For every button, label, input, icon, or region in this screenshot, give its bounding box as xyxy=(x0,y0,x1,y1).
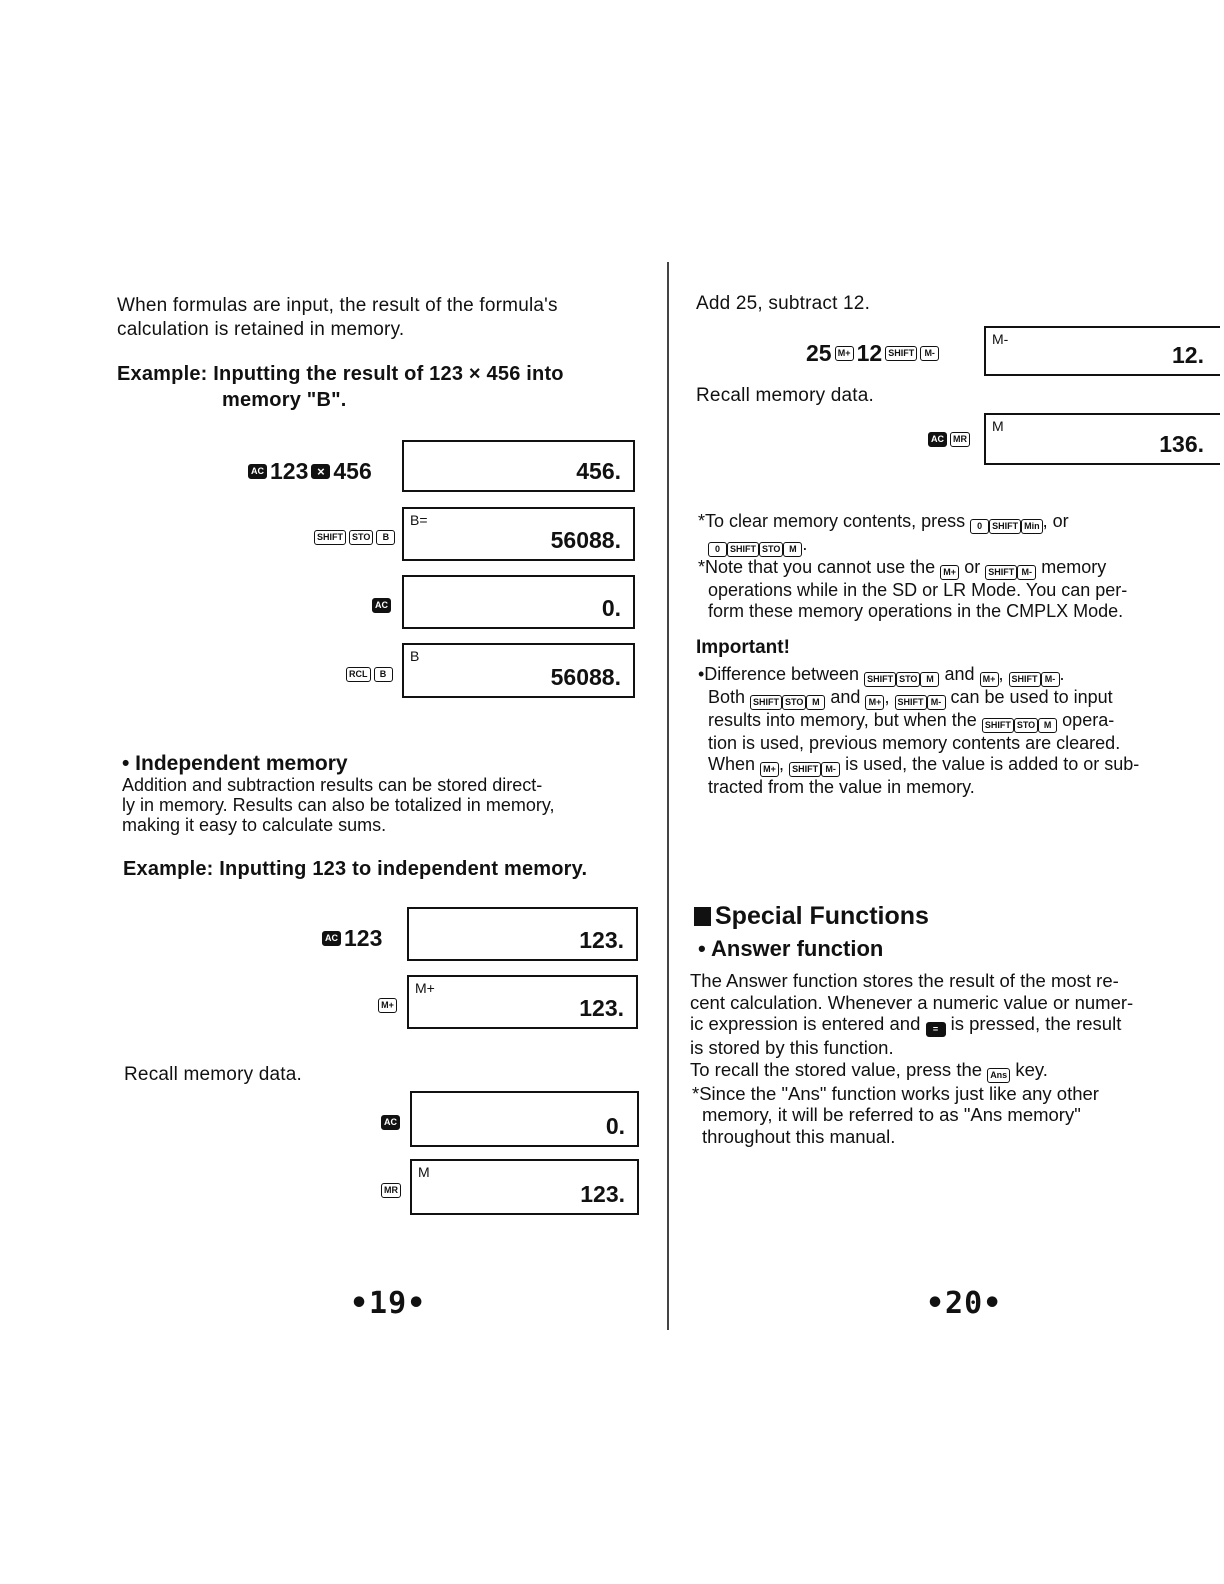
important-line-4: tion is used, previous memory contents are cleared. xyxy=(708,733,1121,753)
rcl-key: RCL xyxy=(346,667,371,682)
display-indicator: M- xyxy=(992,331,1009,347)
shift-key: SHIFT xyxy=(885,346,917,361)
important-text: When xyxy=(708,754,756,774)
calculator-display xyxy=(402,643,635,698)
special-functions-heading xyxy=(694,902,929,931)
key-sequence-ac xyxy=(381,1115,400,1130)
display-value: 123. xyxy=(579,995,624,1021)
zero-key: 0 xyxy=(708,542,727,557)
important-text: and xyxy=(830,687,861,707)
sto-key: STO xyxy=(896,672,920,687)
sto-key: STO xyxy=(759,542,783,557)
example-1-line-1: Inputting the result of 123 × 456 into xyxy=(213,363,564,385)
important-text: , xyxy=(998,664,1004,684)
sto-key: STO xyxy=(349,530,373,545)
shift-key: SHIFT xyxy=(750,695,782,710)
calculator-display xyxy=(407,907,638,961)
intro-line-1: When formulas are input, the result of the formula's xyxy=(117,295,558,316)
important-text: . xyxy=(1059,664,1065,684)
important-text: opera- xyxy=(1062,710,1115,730)
shift-key: SHIFT xyxy=(727,542,759,557)
note-text: memory xyxy=(1041,557,1107,577)
important-text: , xyxy=(884,687,890,707)
display-value: 456. xyxy=(576,458,621,484)
answer-function-heading: • Answer function xyxy=(698,936,884,961)
square-bullet-icon xyxy=(694,907,711,926)
calculator-display xyxy=(407,975,638,1029)
answer-function-body xyxy=(690,970,1220,1147)
display-value: 136. xyxy=(1159,431,1204,457)
keys-number: 25 xyxy=(806,340,832,366)
m-minus-key: M- xyxy=(1041,672,1060,687)
special-functions-title: Special Functions xyxy=(715,902,929,930)
calculator-display xyxy=(402,575,635,629)
calculator-display xyxy=(402,440,635,492)
b-key: B xyxy=(374,667,393,682)
m-minus-key: M- xyxy=(920,346,939,361)
sto-key: STO xyxy=(782,695,806,710)
keys-number: 123 xyxy=(270,458,309,484)
shift-key: SHIFT xyxy=(895,695,927,710)
calculator-display xyxy=(402,507,635,561)
key-sequence-ac-123 xyxy=(322,925,382,952)
m-plus-key: M+ xyxy=(378,998,397,1013)
key-sequence-shift-sto-b xyxy=(314,530,395,545)
zero-key: 0 xyxy=(970,519,989,534)
m-minus-key: M- xyxy=(1017,565,1036,580)
example-2-heading: Example: Inputting 123 to independent memory. xyxy=(123,858,588,880)
note-modes-line-2: operations while in the SD or LR Mode. You can per- xyxy=(708,580,1128,600)
answer-text: is pressed, the result xyxy=(950,1013,1122,1034)
independent-memory-body xyxy=(122,775,555,835)
m-key: M xyxy=(1038,718,1057,733)
m-minus-key: M- xyxy=(821,762,840,777)
key-sequence-rcl-b xyxy=(346,667,393,682)
page-number-right: •20• xyxy=(926,1286,1003,1321)
note-clear-line-2 xyxy=(698,534,1218,557)
answer-line: cent calculation. Whenever a numeric value or numer- xyxy=(690,991,1134,1013)
m-plus-key: M+ xyxy=(980,672,999,687)
important-line-2 xyxy=(698,687,1218,710)
display-value: 56088. xyxy=(550,527,621,553)
answer-line: is stored by this function. xyxy=(690,1037,894,1058)
exe-key: = xyxy=(926,1022,946,1037)
example-1-heading xyxy=(117,362,564,386)
body-line: ly in memory. Results can also be totalized in memory, xyxy=(122,795,555,815)
keys-number: 123 xyxy=(344,925,383,951)
keys-number: 456 xyxy=(333,458,372,484)
memory-notes xyxy=(698,511,1218,622)
answer-line: throughout this manual. xyxy=(702,1125,896,1147)
recall-memory-label: Recall memory data. xyxy=(696,385,875,406)
ac-key: AC xyxy=(928,432,947,447)
ans-key: Ans xyxy=(987,1068,1010,1083)
important-text: and xyxy=(944,664,975,684)
key-sequence-ac xyxy=(372,598,391,613)
note-text: or xyxy=(964,557,981,577)
page-divider xyxy=(667,262,669,1330)
calculator-display xyxy=(410,1159,639,1215)
shift-key: SHIFT xyxy=(1009,672,1041,687)
ac-key: AC xyxy=(381,1115,400,1130)
display-value: 0. xyxy=(601,595,621,621)
add-subtract-line: Add 25, subtract 12. xyxy=(696,293,871,314)
answer-text: key. xyxy=(1015,1058,1048,1080)
answer-line xyxy=(690,1059,1220,1083)
m-plus-key: M+ xyxy=(865,695,884,710)
important-text: Both xyxy=(708,687,746,707)
m-plus-key: M+ xyxy=(760,762,779,777)
m-key: M xyxy=(806,695,825,710)
important-text: is used, the value is added to or sub- xyxy=(845,754,1140,774)
shift-key: SHIFT xyxy=(985,565,1017,580)
important-text: can be used to input xyxy=(950,687,1113,707)
mr-key: MR xyxy=(950,432,970,447)
note-clear-line-1 xyxy=(698,511,1218,534)
ac-key: AC xyxy=(372,598,391,613)
shift-key: SHIFT xyxy=(864,672,896,687)
shift-key: SHIFT xyxy=(982,718,1014,733)
m-key: M xyxy=(920,672,939,687)
display-indicator: B xyxy=(410,648,420,664)
intro-text xyxy=(117,294,558,342)
recall-memory-label: Recall memory data. xyxy=(124,1064,303,1085)
answer-text: ic expression is entered and xyxy=(690,1013,921,1034)
important-text: •Difference between xyxy=(698,664,860,684)
display-indicator: M xyxy=(418,1164,430,1180)
display-value: 0. xyxy=(605,1113,625,1139)
important-text: results into memory, but when the xyxy=(708,710,977,730)
intro-line-2: calculation is retained in memory. xyxy=(117,319,405,340)
display-value: 123. xyxy=(580,1181,625,1207)
important-line-6: tracted from the value in memory. xyxy=(708,777,975,797)
key-sequence-mplus xyxy=(378,998,397,1013)
key-sequence-25-mplus-12-shift-mminus xyxy=(806,340,939,367)
example-label: Example: xyxy=(117,363,208,385)
body-line: Addition and subtraction results can be stored direct- xyxy=(122,775,543,795)
note-text: , or xyxy=(1042,511,1069,531)
display-indicator: B= xyxy=(410,512,428,528)
shift-key: SHIFT xyxy=(314,530,346,545)
note-text: . xyxy=(802,534,808,554)
b-key: B xyxy=(376,530,395,545)
independent-memory-heading: • Independent memory xyxy=(122,752,348,775)
page-number-left: •19• xyxy=(350,1286,427,1321)
display-indicator: M+ xyxy=(415,980,435,996)
m-key: M xyxy=(783,542,802,557)
display-value: 56088. xyxy=(550,664,621,690)
mr-key: MR xyxy=(381,1183,401,1198)
display-value: 12. xyxy=(1172,342,1204,368)
m-minus-key: M- xyxy=(927,695,946,710)
note-text: *To clear memory contents, press xyxy=(698,511,966,531)
important-line-3 xyxy=(698,710,1218,733)
m-plus-key: M+ xyxy=(940,565,959,580)
keys-number: 12 xyxy=(856,340,883,366)
shift-key: SHIFT xyxy=(789,762,821,777)
example-1-line-2: memory "B". xyxy=(222,389,347,411)
note-modes-line-3: form these memory operations in the CMPLX Mode. xyxy=(708,601,1124,621)
important-line-1 xyxy=(698,664,1218,687)
important-heading: Important! xyxy=(696,637,790,658)
m-plus-key: M+ xyxy=(835,346,854,361)
calculator-display xyxy=(410,1091,639,1147)
important-text: , xyxy=(779,754,785,774)
key-sequence-ac-mr xyxy=(928,432,970,447)
answer-text: To recall the stored value, press the xyxy=(690,1058,983,1080)
note-text: *Note that you cannot use the xyxy=(698,557,936,577)
answer-line xyxy=(690,1013,1220,1037)
important-body xyxy=(698,664,1218,798)
min-key: Min xyxy=(1021,519,1043,534)
display-indicator: M xyxy=(992,418,1004,434)
ac-key: AC xyxy=(248,464,267,479)
answer-line: The Answer function stores the result of the most re- xyxy=(690,970,1119,991)
body-line: making it easy to calculate sums. xyxy=(122,815,387,835)
note-modes-line-1 xyxy=(698,557,1218,580)
answer-line: *Since the "Ans" function works just like any other xyxy=(692,1082,1099,1104)
sto-key: STO xyxy=(1014,718,1038,733)
key-sequence-mr xyxy=(381,1183,401,1198)
times-key: × xyxy=(311,464,330,479)
important-line-5 xyxy=(698,754,1218,777)
key-sequence-ac-123-times-456 xyxy=(248,458,372,485)
calculator-display xyxy=(984,413,1220,465)
calculator-display xyxy=(984,326,1220,376)
ac-key: AC xyxy=(322,931,341,946)
display-value: 123. xyxy=(579,927,624,953)
shift-key: SHIFT xyxy=(989,519,1021,534)
answer-line: memory, it will be referred to as "Ans memory" xyxy=(702,1104,1081,1125)
